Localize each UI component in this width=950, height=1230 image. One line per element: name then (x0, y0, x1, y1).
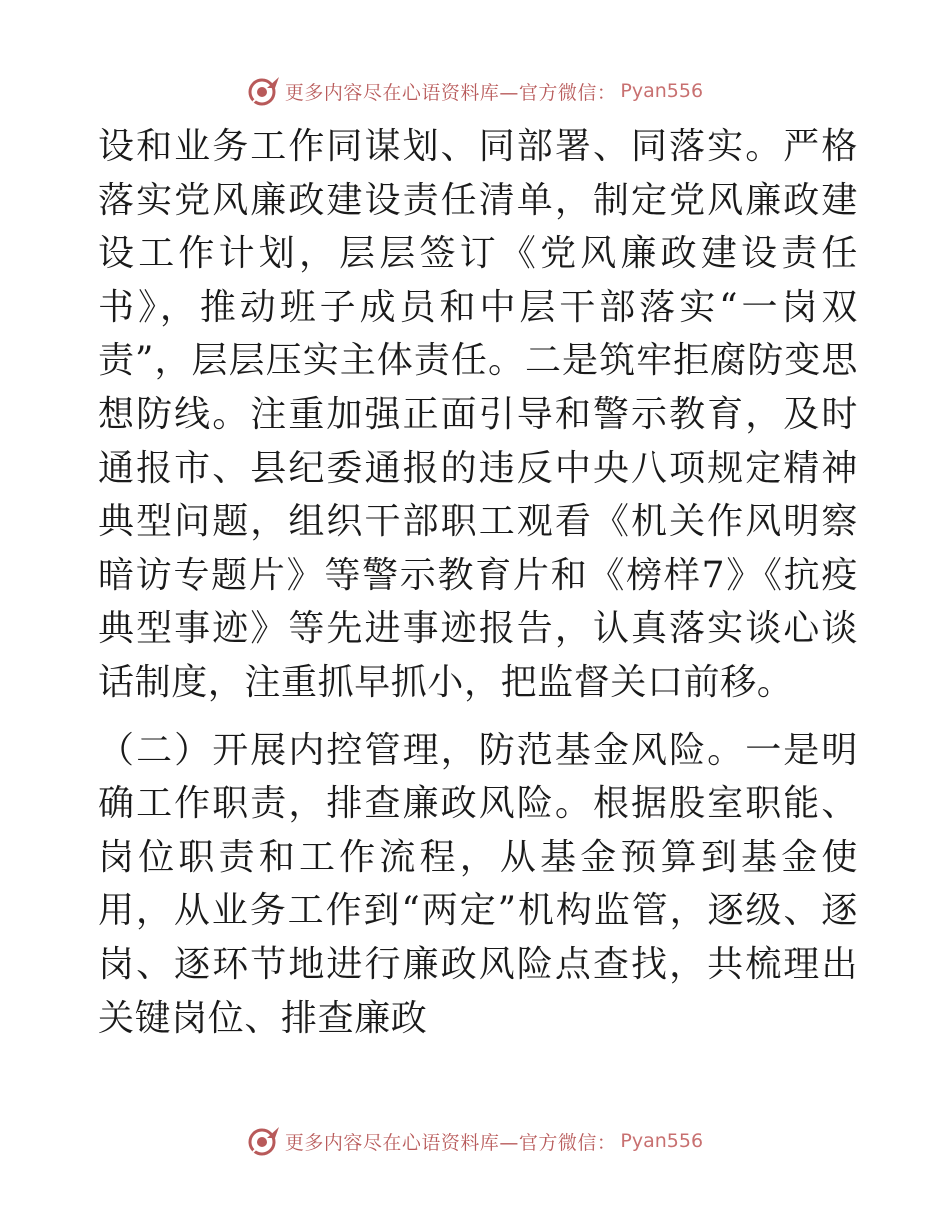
watermark-wechat-id: Pyan556 (620, 1130, 704, 1152)
watermark-text: 更多内容尽在心语资料库—官方微信： (284, 1131, 617, 1154)
brand-logo-icon (247, 74, 281, 108)
brand-logo-icon (247, 1124, 281, 1158)
watermark-wechat-id: Pyan556 (620, 80, 704, 102)
body-paragraph: （二）开展内控管理，防范基金风险。一是明确工作职责，排查廉政风险。根据股室职能、岗位职责和工作流程，从基金预算到基金使用，从业务工作到“两定”机构监管，逐级、逐岗、逐环节地进行廉政风险点查找，共梳理出关键岗位、排查廉政 (98, 729, 858, 1039)
watermark-text: 更多内容尽在心语资料库—官方微信： (284, 81, 617, 104)
body-paragraph: 设和业务工作同谋划、同部署、同落实。严格落实党风廉政建设责任清单，制定党风廉政建设工作计划，层层签订《党风廉政建设责任书》，推动班子成员和中层干部落实“一岗双责”，层层压实主体责任。二是筑牢拒腐防变思想防线。注重加强正面引导和警示教育，及时通报市、县纪委通报的违反中央八项规定精神典型问题，组织干部职工观看《机关作风明察暗访专题片》等警示教育片和《榜样7》《抗疫典型事迹》等先进事迹报告，认真落实谈心谈话制度，注重抓早抓小，把监督关口前移。 (98, 126, 858, 703)
document-body (98, 120, 858, 1045)
header-watermark (0, 74, 950, 108)
footer-watermark (0, 1124, 950, 1158)
